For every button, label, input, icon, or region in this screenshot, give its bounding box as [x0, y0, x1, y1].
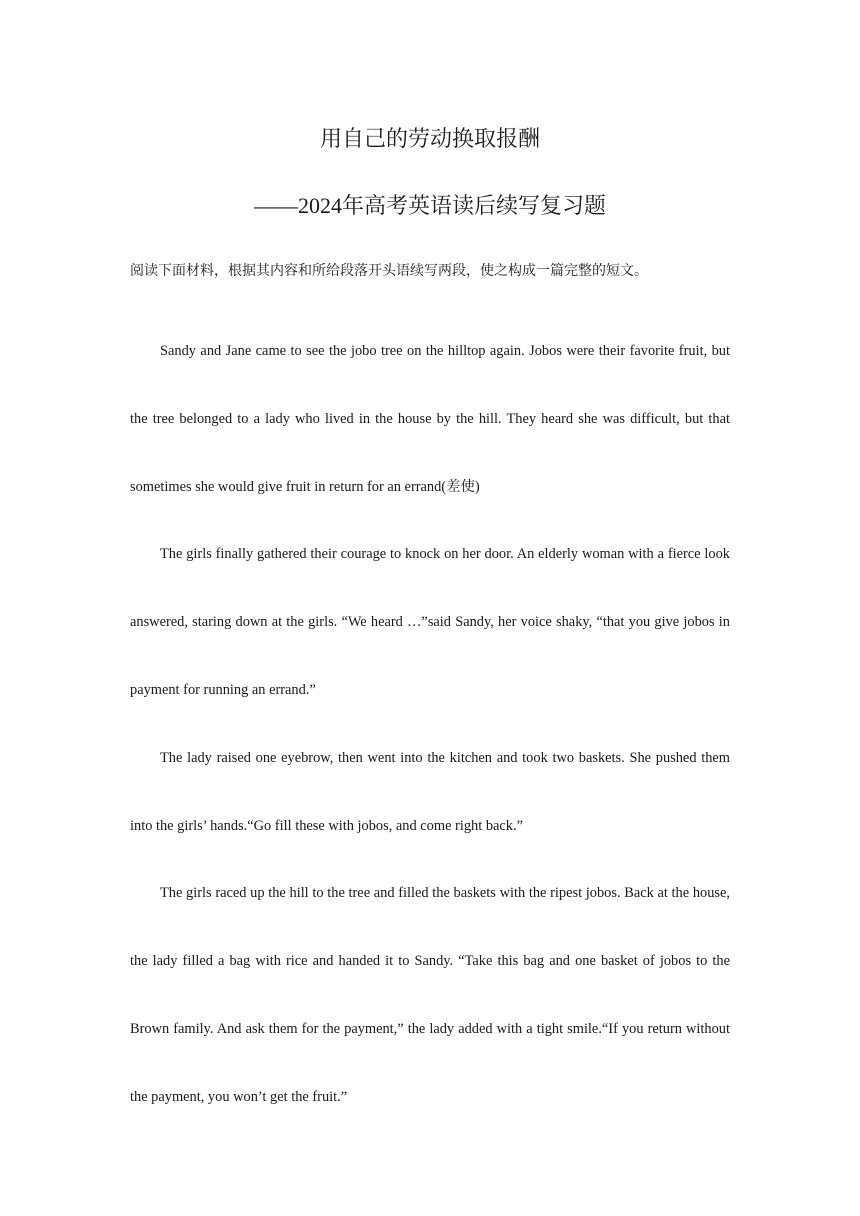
instruction-text: 阅读下面材料，根据其内容和所给段落开头语续写两段，使之构成一篇完整的短文。: [130, 264, 648, 279]
paragraph-4: The girls raced up the hill to the tree and filled the baskets with the ripest jobos. Back at the house, the lady filled a bag with rice and handed it to Sandy. “Take this bag and one basket of jobos to the Brown family. And ask them for the payment,” the lady added with a tight smile.“If you return without the payment, you won’t get the fruit.”: [130, 885, 730, 1105]
document-subtitle: ——2024年高考英语读后续写复习题: [253, 193, 606, 218]
paragraph-3: The lady raised one eyebrow, then went into the kitchen and took two baskets. She pushed them into the girls’ hands.“Go fill these with jobos, and come right back.”: [130, 749, 730, 834]
paragraph-1: Sandy and Jane came to see the jobo tree on the hilltop again. Jobos were their favorite fruit, but the tree belonged to a lady who lived in the house by the hill. They heard she was difficult, but that sometimes she would give fruit in return for an errand(差使): [130, 343, 730, 495]
document-title: 用自己的劳动换取报酬: [319, 126, 540, 151]
passage: [130, 318, 730, 1132]
paragraph-2: The girls finally gathered their courage to knock on her door. An elderly woman with a fierce look answered, staring down at the girls. “We heard …”said Sandy, her voice shaky, “that you give jobos in payment for running an errand.”: [130, 546, 730, 698]
